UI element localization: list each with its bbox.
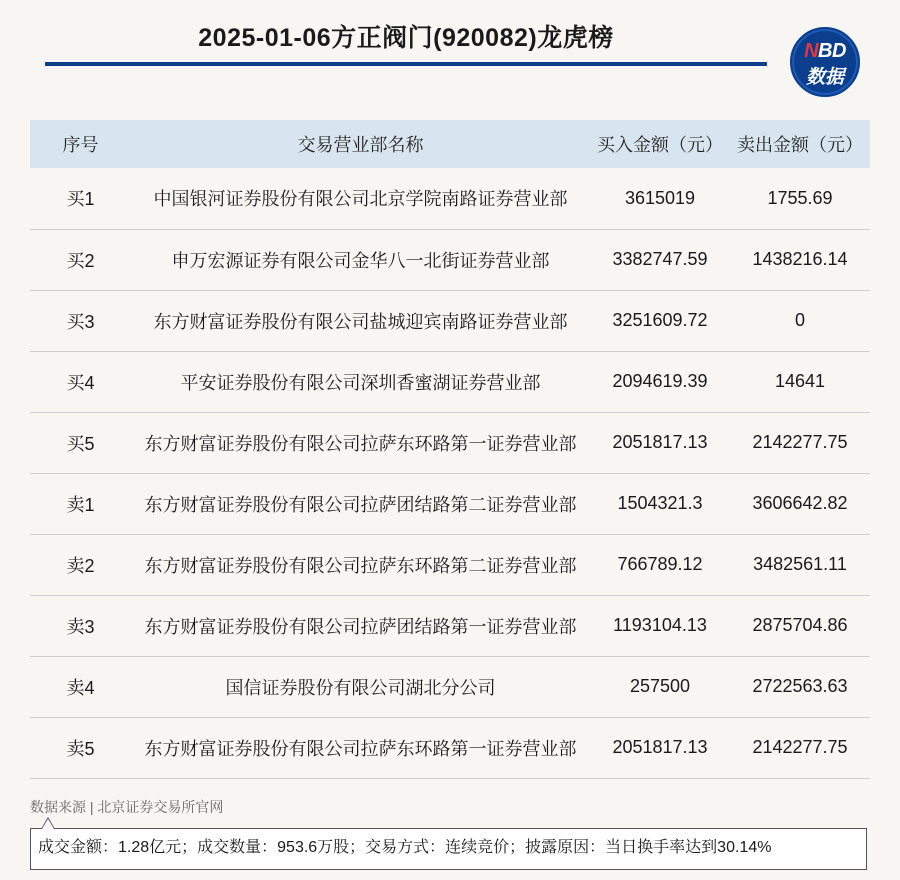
- header-index: 序号: [62, 135, 99, 155]
- page-title: 2025-01-06方正阀门(920082)龙虎榜: [198, 24, 614, 52]
- row-sell-amount: 1755.69: [767, 187, 833, 208]
- table-row: [30, 534, 870, 595]
- logo-top-accent: N: [804, 40, 819, 62]
- row-branch-name: 东方财富证券股份有限公司拉萨团结路第一证券营业部: [144, 616, 577, 637]
- row-index: 买4: [66, 372, 95, 393]
- row-buy-amount: 1504321.3: [617, 493, 703, 513]
- row-buy-amount: 3382747.59: [612, 249, 708, 269]
- row-index: 卖4: [66, 677, 95, 698]
- header-branch-name: 交易营业部名称: [297, 135, 424, 155]
- row-sell-amount: 2875704.86: [752, 615, 848, 635]
- row-branch-name: 东方财富证券股份有限公司拉萨东环路第一证券营业部: [144, 433, 577, 454]
- row-branch-name: 东方财富证券股份有限公司拉萨东环路第二证券营业部: [144, 555, 577, 576]
- logo-top-main: BD: [818, 40, 846, 62]
- row-sell-amount: 2722563.63: [752, 676, 848, 696]
- title-underline: [45, 62, 767, 66]
- row-buy-amount: 2051817.13: [612, 432, 708, 452]
- row-buy-amount: 766789.12: [617, 554, 703, 574]
- row-sell-amount: 3606642.82: [752, 493, 848, 513]
- row-index: 卖3: [66, 616, 95, 637]
- dragon-tiger-table: [30, 120, 870, 779]
- row-branch-name: 国信证券股份有限公司湖北分公司: [225, 677, 496, 698]
- row-branch-name: 东方财富证券股份有限公司拉萨团结路第二证券营业部: [144, 494, 577, 515]
- row-index: 卖2: [66, 555, 95, 576]
- table-row: [30, 656, 870, 717]
- data-source-note: 数据来源 | 北京证券交易所官网: [30, 799, 224, 815]
- row-index: 买3: [66, 311, 95, 332]
- row-buy-amount: 2094619.39: [612, 371, 708, 391]
- row-buy-amount: 1193104.13: [613, 615, 707, 635]
- row-index: 卖5: [66, 738, 95, 759]
- row-buy-amount: 257500: [629, 676, 691, 696]
- row-branch-name: 平安证券股份有限公司深圳香蜜湖证券营业部: [180, 372, 541, 393]
- row-branch-name: 申万宏源证券有限公司金华八一北街证券营业部: [171, 250, 550, 271]
- callout-pointer-fill: [42, 819, 54, 829]
- row-branch-name: 东方财富证券股份有限公司盐城迎宾南路证券营业部: [153, 311, 568, 332]
- table-row: [30, 290, 870, 351]
- row-sell-amount: 14641: [774, 371, 826, 391]
- table-row: [30, 473, 870, 534]
- logo-top-text: [792, 40, 858, 63]
- table-row: [30, 412, 870, 473]
- trade-summary-box: 成交金额：1.28亿元；成交数量：953.6万股；交易方式：连续竞价；披露原因：当日换手率达到30.14%: [30, 828, 867, 870]
- row-sell-amount: 2142277.75: [752, 737, 848, 757]
- table-header-row: [30, 120, 870, 168]
- row-index: 买2: [66, 250, 95, 271]
- table-row: [30, 168, 870, 229]
- logo-bottom-text: 数据: [805, 67, 844, 88]
- table-row: [30, 717, 870, 778]
- row-buy-amount: 2051817.13: [612, 737, 708, 757]
- row-sell-amount: 0: [794, 310, 805, 330]
- row-branch-name: 中国银河证券股份有限公司北京学院南路证券营业部: [153, 189, 568, 210]
- row-index: 买1: [66, 189, 95, 210]
- row-sell-amount: 3482561.11: [753, 554, 847, 574]
- row-index: 卖1: [66, 494, 95, 515]
- row-branch-name: 东方财富证券股份有限公司拉萨东环路第一证券营业部: [144, 738, 577, 759]
- table-row: [30, 595, 870, 656]
- header-buy-amount: 买入金额（元）: [597, 135, 723, 155]
- row-buy-amount: 3251609.72: [612, 310, 708, 330]
- table-row: [30, 351, 870, 412]
- header-sell-amount: 卖出金额（元）: [737, 135, 863, 155]
- row-buy-amount: 3615019: [624, 187, 696, 208]
- row-index: 买5: [66, 433, 95, 454]
- row-sell-amount: 1438216.14: [752, 249, 848, 269]
- table-row: [30, 229, 870, 290]
- nbd-logo: [790, 27, 860, 97]
- row-sell-amount: 2142277.75: [752, 432, 848, 452]
